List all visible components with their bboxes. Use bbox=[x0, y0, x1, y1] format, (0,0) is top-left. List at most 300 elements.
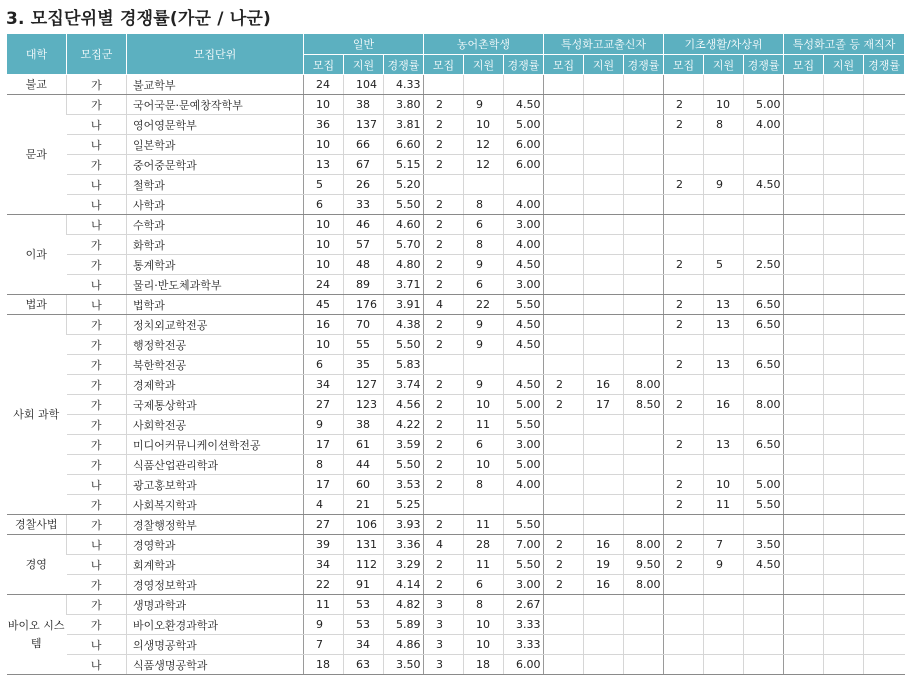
count-cell bbox=[664, 455, 704, 475]
count-cell: 17 bbox=[304, 435, 344, 455]
applicants-cell bbox=[584, 275, 624, 295]
count-cell: 2 bbox=[424, 455, 464, 475]
rate-cell: 4.60 bbox=[384, 215, 424, 235]
count-cell: 24 bbox=[304, 75, 344, 95]
rate-cell: 3.80 bbox=[384, 95, 424, 115]
rate-cell: 5.20 bbox=[384, 175, 424, 195]
count-cell: 2 bbox=[664, 475, 704, 495]
rate-cell: 2.67 bbox=[504, 595, 544, 615]
rate-cell: 4.00 bbox=[504, 235, 544, 255]
applicants-cell: 46 bbox=[344, 215, 384, 235]
rate-cell bbox=[744, 155, 784, 175]
applicants-cell: 10 bbox=[704, 95, 744, 115]
rate-cell bbox=[624, 335, 664, 355]
rate-cell: 3.00 bbox=[504, 575, 544, 595]
recruit-unit: 국어국문·문예창작학부 bbox=[127, 95, 304, 115]
rate-cell: 4.00 bbox=[744, 115, 784, 135]
rate-cell bbox=[624, 175, 664, 195]
rate-cell: 3.59 bbox=[384, 435, 424, 455]
college-name: 경영 bbox=[7, 535, 67, 595]
recruit-unit: 생명과학과 bbox=[127, 595, 304, 615]
applicants-cell: 123 bbox=[344, 395, 384, 415]
count-cell: 34 bbox=[304, 375, 344, 395]
rate-cell: 5.00 bbox=[744, 95, 784, 115]
recruit-unit: 행정학전공 bbox=[127, 335, 304, 355]
applicants-cell: 17 bbox=[584, 395, 624, 415]
recruit-group: 가 bbox=[67, 455, 127, 475]
recruit-group: 나 bbox=[67, 175, 127, 195]
header-category: 특성화고교출신자 bbox=[544, 34, 664, 55]
applicants-cell: 19 bbox=[584, 555, 624, 575]
count-cell bbox=[544, 275, 584, 295]
rate-cell: 8.00 bbox=[624, 535, 664, 555]
rate-cell: 4.50 bbox=[504, 375, 544, 395]
rate-cell bbox=[744, 75, 784, 95]
rate-cell: 3.00 bbox=[504, 215, 544, 235]
applicants-cell: 35 bbox=[344, 355, 384, 375]
count-cell bbox=[424, 75, 464, 95]
applicants-cell: 8 bbox=[464, 235, 504, 255]
applicants-cell bbox=[824, 655, 864, 675]
count-cell bbox=[424, 355, 464, 375]
applicants-cell: 70 bbox=[344, 315, 384, 335]
applicants-cell bbox=[704, 75, 744, 95]
applicants-cell bbox=[824, 435, 864, 455]
applicants-cell bbox=[584, 615, 624, 635]
count-cell: 2 bbox=[664, 115, 704, 135]
count-cell: 2 bbox=[664, 175, 704, 195]
table-row bbox=[7, 235, 905, 255]
applicants-cell bbox=[584, 155, 624, 175]
applicants-cell bbox=[824, 595, 864, 615]
rate-cell: 5.50 bbox=[504, 415, 544, 435]
rate-cell bbox=[744, 655, 784, 675]
subheader-applicants: 지원 bbox=[704, 55, 744, 75]
count-cell: 2 bbox=[424, 575, 464, 595]
rate-cell bbox=[864, 595, 905, 615]
rate-cell: 4.33 bbox=[384, 75, 424, 95]
rate-cell: 5.00 bbox=[504, 395, 544, 415]
rate-cell bbox=[864, 475, 905, 495]
applicants-cell: 53 bbox=[344, 595, 384, 615]
applicants-cell bbox=[824, 335, 864, 355]
applicants-cell bbox=[824, 135, 864, 155]
rate-cell: 3.36 bbox=[384, 535, 424, 555]
count-cell bbox=[544, 135, 584, 155]
applicants-cell bbox=[704, 195, 744, 215]
table-row bbox=[7, 635, 905, 655]
rate-cell bbox=[864, 575, 905, 595]
count-cell bbox=[544, 235, 584, 255]
applicants-cell: 112 bbox=[344, 555, 384, 575]
applicants-cell: 66 bbox=[344, 135, 384, 155]
count-cell bbox=[544, 315, 584, 335]
applicants-cell bbox=[584, 515, 624, 535]
rate-cell: 4.50 bbox=[744, 175, 784, 195]
applicants-cell bbox=[584, 475, 624, 495]
count-cell: 3 bbox=[424, 595, 464, 615]
rate-cell: 5.00 bbox=[504, 115, 544, 135]
count-cell bbox=[664, 415, 704, 435]
count-cell: 7 bbox=[304, 635, 344, 655]
count-cell: 2 bbox=[424, 195, 464, 215]
rate-cell: 5.50 bbox=[504, 555, 544, 575]
rate-cell: 4.00 bbox=[504, 195, 544, 215]
subheader-rate: 경쟁률 bbox=[384, 55, 424, 75]
count-cell: 4 bbox=[424, 295, 464, 315]
table-row bbox=[7, 155, 905, 175]
count-cell bbox=[784, 175, 824, 195]
applicants-cell bbox=[824, 495, 864, 515]
applicants-cell bbox=[824, 415, 864, 435]
rate-cell bbox=[624, 315, 664, 335]
applicants-cell bbox=[824, 115, 864, 135]
count-cell: 2 bbox=[544, 575, 584, 595]
applicants-cell: 13 bbox=[704, 295, 744, 315]
applicants-cell bbox=[704, 635, 744, 655]
recruit-group: 가 bbox=[67, 615, 127, 635]
rate-cell: 6.50 bbox=[744, 435, 784, 455]
count-cell bbox=[784, 635, 824, 655]
recruit-unit: 경영정보학과 bbox=[127, 575, 304, 595]
count-cell: 5 bbox=[304, 175, 344, 195]
rate-cell: 5.50 bbox=[384, 455, 424, 475]
header-group: 모집군 bbox=[67, 34, 127, 75]
recruit-unit: 경제학과 bbox=[127, 375, 304, 395]
count-cell: 2 bbox=[424, 235, 464, 255]
applicants-cell: 34 bbox=[344, 635, 384, 655]
count-cell bbox=[784, 455, 824, 475]
applicants-cell bbox=[704, 515, 744, 535]
rate-cell: 5.89 bbox=[384, 615, 424, 635]
table-row bbox=[7, 395, 905, 415]
count-cell: 4 bbox=[304, 495, 344, 515]
count-cell: 2 bbox=[664, 555, 704, 575]
rate-cell: 6.00 bbox=[504, 655, 544, 675]
rate-cell bbox=[624, 615, 664, 635]
count-cell: 10 bbox=[304, 95, 344, 115]
college-name: 불교 bbox=[7, 75, 67, 95]
applicants-cell: 11 bbox=[464, 515, 504, 535]
count-cell bbox=[664, 655, 704, 675]
subheader-rate: 경쟁률 bbox=[624, 55, 664, 75]
count-cell: 2 bbox=[544, 555, 584, 575]
applicants-cell bbox=[824, 215, 864, 235]
count-cell: 2 bbox=[664, 255, 704, 275]
count-cell: 6 bbox=[304, 355, 344, 375]
count-cell: 2 bbox=[424, 135, 464, 155]
rate-cell: 6.60 bbox=[384, 135, 424, 155]
count-cell bbox=[544, 635, 584, 655]
applicants-cell bbox=[584, 655, 624, 675]
subheader-applicants: 지원 bbox=[824, 55, 864, 75]
rate-cell bbox=[624, 95, 664, 115]
recruit-unit: 수학과 bbox=[127, 215, 304, 235]
applicants-cell: 89 bbox=[344, 275, 384, 295]
recruit-group: 가 bbox=[67, 495, 127, 515]
count-cell bbox=[424, 175, 464, 195]
rate-cell: 6.00 bbox=[504, 135, 544, 155]
applicants-cell: 9 bbox=[464, 375, 504, 395]
college-name: 이과 bbox=[7, 215, 67, 295]
applicants-cell: 38 bbox=[344, 415, 384, 435]
rate-cell bbox=[624, 495, 664, 515]
applicants-cell: 13 bbox=[704, 355, 744, 375]
rate-cell bbox=[744, 455, 784, 475]
applicants-cell: 10 bbox=[704, 475, 744, 495]
rate-cell: 4.86 bbox=[384, 635, 424, 655]
count-cell bbox=[784, 655, 824, 675]
recruit-unit: 북한학전공 bbox=[127, 355, 304, 375]
recruit-group: 가 bbox=[67, 595, 127, 615]
rate-cell: 4.22 bbox=[384, 415, 424, 435]
recruit-group: 나 bbox=[67, 135, 127, 155]
recruit-unit: 경영학과 bbox=[127, 535, 304, 555]
rate-cell bbox=[744, 335, 784, 355]
count-cell bbox=[664, 575, 704, 595]
rate-cell bbox=[864, 235, 905, 255]
count-cell bbox=[784, 495, 824, 515]
applicants-cell bbox=[584, 595, 624, 615]
applicants-cell bbox=[584, 355, 624, 375]
rate-cell: 3.50 bbox=[384, 655, 424, 675]
count-cell: 2 bbox=[664, 315, 704, 335]
table-row bbox=[7, 255, 905, 275]
recruit-unit: 통계학과 bbox=[127, 255, 304, 275]
table-row bbox=[7, 495, 905, 515]
count-cell: 8 bbox=[304, 455, 344, 475]
recruit-group: 가 bbox=[67, 315, 127, 335]
recruit-group: 가 bbox=[67, 155, 127, 175]
count-cell: 2 bbox=[424, 155, 464, 175]
table-row bbox=[7, 335, 905, 355]
applicants-cell bbox=[704, 215, 744, 235]
rate-cell bbox=[624, 75, 664, 95]
count-cell bbox=[784, 295, 824, 315]
count-cell bbox=[664, 195, 704, 215]
recruit-unit: 중어중문학과 bbox=[127, 155, 304, 175]
subheader-applicants: 지원 bbox=[464, 55, 504, 75]
applicants-cell bbox=[824, 275, 864, 295]
rate-cell: 9.50 bbox=[624, 555, 664, 575]
applicants-cell bbox=[824, 295, 864, 315]
applicants-cell: 16 bbox=[584, 575, 624, 595]
rate-cell: 6.50 bbox=[744, 295, 784, 315]
college-name: 문과 bbox=[7, 95, 67, 215]
subheader-rate: 경쟁률 bbox=[864, 55, 905, 75]
applicants-cell: 44 bbox=[344, 455, 384, 475]
college-name: 바이오 시스템 bbox=[7, 595, 67, 675]
count-cell bbox=[544, 455, 584, 475]
count-cell bbox=[784, 435, 824, 455]
recruit-group: 가 bbox=[67, 415, 127, 435]
rate-cell bbox=[744, 195, 784, 215]
applicants-cell bbox=[584, 435, 624, 455]
count-cell: 9 bbox=[304, 615, 344, 635]
count-cell bbox=[544, 75, 584, 95]
recruit-unit: 회계학과 bbox=[127, 555, 304, 575]
rate-cell: 8.00 bbox=[744, 395, 784, 415]
rate-cell: 5.15 bbox=[384, 155, 424, 175]
count-cell bbox=[664, 275, 704, 295]
rate-cell bbox=[744, 235, 784, 255]
applicants-cell bbox=[824, 455, 864, 475]
count-cell: 27 bbox=[304, 395, 344, 415]
count-cell: 3 bbox=[424, 655, 464, 675]
rate-cell bbox=[864, 415, 905, 435]
recruit-group: 나 bbox=[67, 275, 127, 295]
rate-cell bbox=[864, 655, 905, 675]
applicants-cell: 10 bbox=[464, 395, 504, 415]
recruit-unit: 식품산업관리학과 bbox=[127, 455, 304, 475]
rate-cell: 3.93 bbox=[384, 515, 424, 535]
recruit-unit: 사학과 bbox=[127, 195, 304, 215]
table-row bbox=[7, 195, 905, 215]
rate-cell: 4.82 bbox=[384, 595, 424, 615]
table-row bbox=[7, 175, 905, 195]
recruit-group: 가 bbox=[67, 575, 127, 595]
recruit-group: 나 bbox=[67, 215, 127, 235]
applicants-cell: 127 bbox=[344, 375, 384, 395]
count-cell: 2 bbox=[424, 415, 464, 435]
count-cell bbox=[664, 155, 704, 175]
count-cell bbox=[784, 155, 824, 175]
applicants-cell bbox=[824, 235, 864, 255]
rate-cell bbox=[864, 455, 905, 475]
applicants-cell bbox=[584, 235, 624, 255]
applicants-cell: 16 bbox=[584, 535, 624, 555]
header-univ: 대학 bbox=[7, 34, 67, 75]
count-cell bbox=[544, 435, 584, 455]
applicants-cell bbox=[824, 515, 864, 535]
applicants-cell: 8 bbox=[464, 595, 504, 615]
count-cell: 27 bbox=[304, 515, 344, 535]
recruit-unit: 미디어커뮤니케이션학전공 bbox=[127, 435, 304, 455]
applicants-cell: 9 bbox=[704, 175, 744, 195]
table-row bbox=[7, 295, 905, 315]
rate-cell: 5.00 bbox=[504, 455, 544, 475]
applicants-cell bbox=[584, 335, 624, 355]
count-cell bbox=[784, 95, 824, 115]
table-row bbox=[7, 475, 905, 495]
rate-cell: 8.50 bbox=[624, 395, 664, 415]
rate-cell bbox=[864, 155, 905, 175]
recruit-unit: 사회복지학과 bbox=[127, 495, 304, 515]
header-category: 기초생활/차상위 bbox=[664, 34, 784, 55]
count-cell: 17 bbox=[304, 475, 344, 495]
rate-cell: 5.00 bbox=[744, 475, 784, 495]
rate-cell bbox=[864, 135, 905, 155]
count-cell bbox=[664, 515, 704, 535]
recruit-unit: 식품생명공학과 bbox=[127, 655, 304, 675]
rate-cell: 6.00 bbox=[504, 155, 544, 175]
rate-cell bbox=[864, 395, 905, 415]
recruit-unit: 바이오환경과학과 bbox=[127, 615, 304, 635]
table-row bbox=[7, 435, 905, 455]
applicants-cell: 57 bbox=[344, 235, 384, 255]
recruit-group: 나 bbox=[67, 195, 127, 215]
applicants-cell bbox=[704, 415, 744, 435]
rate-cell bbox=[624, 195, 664, 215]
count-cell bbox=[544, 615, 584, 635]
rate-cell bbox=[624, 455, 664, 475]
applicants-cell: 9 bbox=[464, 95, 504, 115]
count-cell bbox=[664, 215, 704, 235]
rate-cell bbox=[624, 355, 664, 375]
count-cell: 36 bbox=[304, 115, 344, 135]
table-row bbox=[7, 375, 905, 395]
rate-cell bbox=[864, 555, 905, 575]
applicants-cell bbox=[824, 575, 864, 595]
applicants-cell: 18 bbox=[464, 655, 504, 675]
rate-cell bbox=[744, 635, 784, 655]
count-cell bbox=[544, 515, 584, 535]
count-cell: 16 bbox=[304, 315, 344, 335]
applicants-cell: 28 bbox=[464, 535, 504, 555]
recruit-group: 나 bbox=[67, 475, 127, 495]
recruit-unit: 사회학전공 bbox=[127, 415, 304, 435]
recruit-group: 가 bbox=[67, 95, 127, 115]
table-row bbox=[7, 215, 905, 235]
recruit-unit: 화학과 bbox=[127, 235, 304, 255]
table-row bbox=[7, 535, 905, 555]
rate-cell bbox=[744, 415, 784, 435]
rate-cell: 8.00 bbox=[624, 575, 664, 595]
rate-cell bbox=[744, 215, 784, 235]
count-cell bbox=[664, 235, 704, 255]
header-category: 농어촌학생 bbox=[424, 34, 544, 55]
recruit-unit: 광고홍보학과 bbox=[127, 475, 304, 495]
count-cell bbox=[784, 135, 824, 155]
count-cell: 24 bbox=[304, 275, 344, 295]
applicants-cell bbox=[584, 635, 624, 655]
count-cell: 2 bbox=[424, 95, 464, 115]
applicants-cell: 33 bbox=[344, 195, 384, 215]
rate-cell bbox=[864, 115, 905, 135]
applicants-cell bbox=[824, 315, 864, 335]
applicants-cell bbox=[824, 175, 864, 195]
applicants-cell bbox=[704, 335, 744, 355]
count-cell bbox=[784, 475, 824, 495]
rate-cell bbox=[864, 255, 905, 275]
recruit-unit: 철학과 bbox=[127, 175, 304, 195]
recruit-group: 가 bbox=[67, 355, 127, 375]
applicants-cell: 91 bbox=[344, 575, 384, 595]
count-cell: 2 bbox=[424, 395, 464, 415]
recruit-group: 나 bbox=[67, 295, 127, 315]
subheader-count: 모집 bbox=[664, 55, 704, 75]
count-cell: 2 bbox=[664, 295, 704, 315]
rate-cell: 4.50 bbox=[504, 335, 544, 355]
applicants-cell: 9 bbox=[464, 255, 504, 275]
rate-cell: 5.83 bbox=[384, 355, 424, 375]
rate-cell bbox=[864, 615, 905, 635]
rate-cell: 5.50 bbox=[504, 295, 544, 315]
count-cell: 6 bbox=[304, 195, 344, 215]
count-cell bbox=[784, 615, 824, 635]
rate-cell bbox=[504, 495, 544, 515]
rate-cell: 5.70 bbox=[384, 235, 424, 255]
college-name: 경찰사법 bbox=[7, 515, 67, 535]
applicants-cell bbox=[464, 355, 504, 375]
applicants-cell: 61 bbox=[344, 435, 384, 455]
applicants-cell bbox=[824, 475, 864, 495]
rate-cell bbox=[864, 215, 905, 235]
applicants-cell bbox=[584, 95, 624, 115]
recruit-unit: 법학과 bbox=[127, 295, 304, 315]
count-cell bbox=[784, 275, 824, 295]
count-cell bbox=[784, 335, 824, 355]
